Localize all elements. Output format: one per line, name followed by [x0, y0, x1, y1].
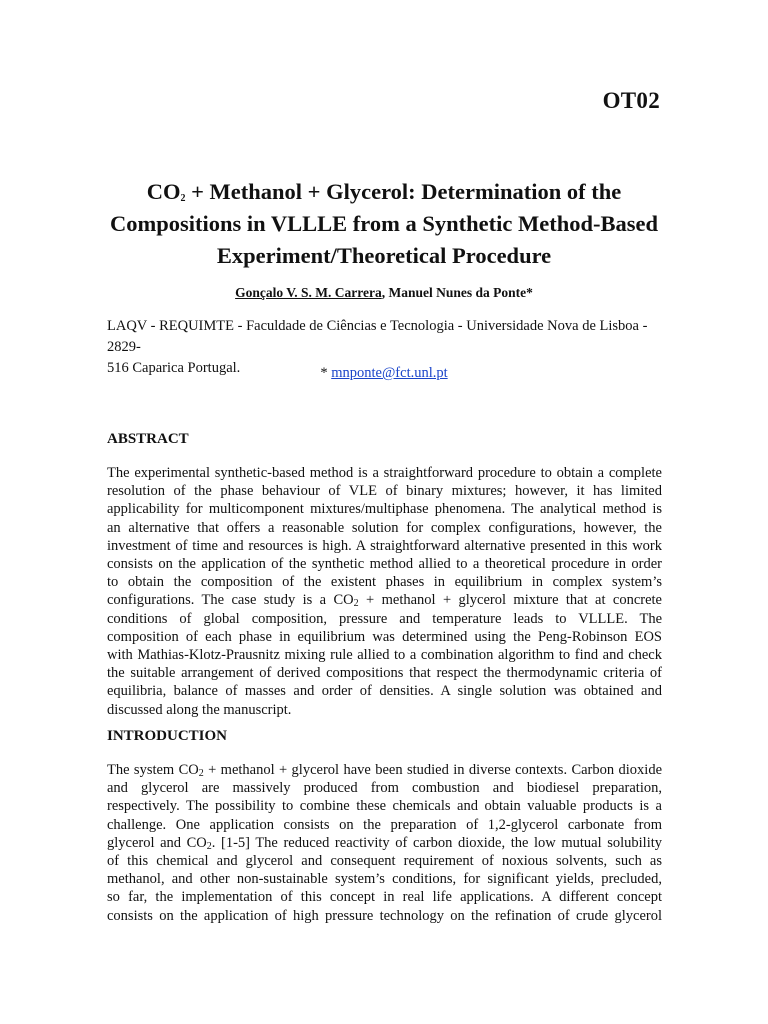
- intro-line: challenge. One application consists on the preparation of 1,2-glycerol carbonate from: [107, 816, 662, 833]
- intro-line: methanol, and other non-sustainable system’s conditions, for significant yields, precluded,: [107, 871, 662, 888]
- abstract-line: an alternative that offers a reasonable solution for complex configurations, however, the: [107, 519, 662, 536]
- abstract-line: [107, 591, 662, 609]
- intro-line: so far, the implementation of this concept in real life applications. A different concept: [107, 889, 662, 906]
- intro-line-1-rest: + methanol + glycerol have been studied in diverse contexts. Carbon dioxide: [203, 762, 662, 778]
- abstract-line: conditions of global composition, pressure and temperature leads to VLLLE. The: [107, 610, 662, 627]
- abstract-line-8-rest: + methanol + glycerol mixture that at concrete: [358, 592, 662, 609]
- title-co: CO: [146, 179, 181, 204]
- abstract-line: composition of each phase in equilibrium was determined using the Peng-Robinson EOS: [107, 628, 662, 645]
- title-line-2: Compositions in VLLLE from a Synthetic Method-Based: [110, 211, 658, 236]
- title-line-3: Experiment/Theoretical Procedure: [216, 243, 552, 268]
- intro-line: and glycerol are massively produced from combustion and biodiesel preparation,: [107, 780, 662, 797]
- intro-subscript: 2: [206, 840, 212, 852]
- introduction-heading: INTRODUCTION: [107, 728, 228, 744]
- document-code: OT02: [602, 88, 660, 113]
- title-subscript: 2: [180, 193, 186, 204]
- title-line-1-text: + Methanol + Glycerol: Determination of the: [185, 179, 622, 204]
- abstract-line: with Mathias-Klotz-Prausnitz mixing rule allied to a combination algorithm to find and check: [107, 647, 662, 664]
- author-first: Gonçalo V. S. M. Carrera: [235, 285, 382, 300]
- abstract-line: discussed along the manuscript.: [107, 701, 292, 718]
- intro-line: [107, 834, 662, 852]
- author-second: Manuel Nunes da Ponte*: [388, 285, 533, 300]
- abstract-line: applicability for multicomponent mixtures/multiphase phenomena. The analytical method is: [107, 501, 662, 518]
- abstract-subscript: 2: [353, 598, 359, 610]
- introduction-body: [107, 761, 662, 925]
- email-prefix: *: [320, 365, 332, 381]
- title-line-1: [0, 176, 768, 208]
- author-separator: ,: [381, 285, 389, 300]
- contact-email: [0, 365, 768, 382]
- paper-title: [0, 176, 768, 272]
- abstract-line: The experimental synthetic-based method is a straightforward procedure to obtain a complete: [107, 465, 662, 481]
- abstract-line: equilibria, balance of masses and order of densities. A single solution was obtained and: [107, 683, 662, 700]
- intro-line: consists on the application of high pressure technology on the refination of crude glycerol: [107, 907, 662, 924]
- intro-line: [107, 761, 662, 779]
- intro-line-5-text: glycerol and CO: [107, 834, 207, 851]
- author-list: [0, 285, 768, 301]
- affiliation-line-1: LAQV - REQUIMTE - Faculdade de Ciências e Tecnologia - Universidade Nova de Lisboa - 2829-: [107, 318, 648, 355]
- abstract-line-8-text: configurations. The case study is a CO: [107, 592, 354, 609]
- intro-subscript: 2: [198, 768, 204, 779]
- abstract-line: resolution of the phase behaviour of VLE of binary mixtures; however, it has limited: [107, 483, 662, 500]
- intro-line: of this chemical and glycerol and consequent requirement of noxious solvents, such as: [107, 853, 662, 870]
- abstract-body: [107, 464, 662, 719]
- abstract-line: to obtain the composition of the existent phases in equilibrium in complex system’s: [107, 574, 662, 591]
- abstract-line: the suitable arrangement of derived compositions that respect the thermodynamic criteria of: [107, 665, 662, 682]
- email-link[interactable]: mnponte@fct.unl.pt: [331, 365, 448, 381]
- abstract-heading: ABSTRACT: [107, 431, 189, 447]
- affiliation-line-2: 516 Caparica Portugal.: [107, 360, 241, 376]
- intro-line: respectively. The possibility to combine these chemicals and obtain valuable products is a: [107, 798, 662, 815]
- abstract-line: investment of time and resources is high. A straightforward alternative presented in this work: [107, 537, 662, 554]
- abstract-line: consists on the application of the synthetic method allied to a theoretical procedure in order: [107, 556, 662, 573]
- intro-line-1-text: The system CO: [107, 762, 199, 778]
- intro-line-5-rest: . [1-5] The reduced reactivity of carbon dioxide, the low mutual solubility: [211, 834, 662, 851]
